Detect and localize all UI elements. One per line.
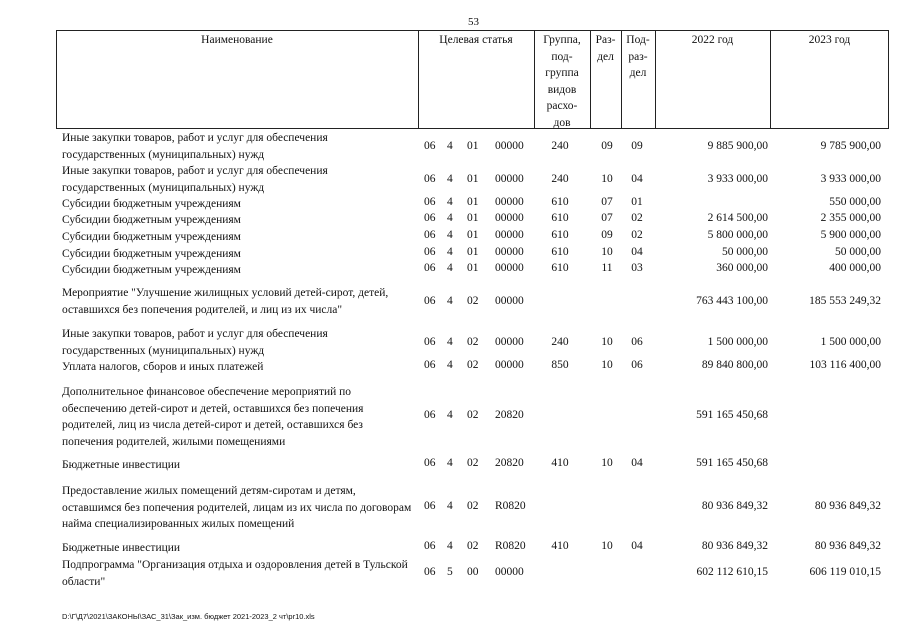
row-y2: 50 000,00	[835, 246, 881, 258]
header-group-line: Группа,	[543, 34, 581, 46]
row-c: 01	[467, 212, 479, 224]
row-d: 00000	[495, 196, 524, 208]
row-y2: 103 116 400,00	[809, 359, 881, 371]
row-c: 00	[467, 566, 479, 578]
row-d: 00000	[495, 229, 524, 241]
row-name: Субсидии бюджетным учреждениям	[62, 264, 241, 276]
row-y2: 3 933 000,00	[820, 173, 881, 185]
row-c: 02	[467, 359, 479, 371]
row-y1: 89 840 800,00	[701, 359, 768, 371]
row-name: Бюджетные инвестиции	[62, 459, 181, 471]
header-target: Целевая статья	[439, 34, 513, 46]
file-path-footer: D:\Г\Д7\2021\ЗАКОНЫ\ЗАС_31\Зак_изм. бюджет 2021-2023_2 чт\pr10.xls	[62, 612, 315, 621]
row-grp: 610	[551, 212, 569, 224]
row-b: 4	[447, 262, 453, 274]
row-d: 20820	[495, 409, 524, 421]
row-b: 4	[447, 409, 453, 421]
row-b: 4	[447, 295, 453, 307]
row-sub: 06	[631, 336, 643, 348]
row-y2: 5 900 000,00	[820, 229, 881, 241]
row-grp: 410	[551, 540, 569, 552]
row-d: 00000	[495, 295, 524, 307]
row-sub: 02	[631, 212, 643, 224]
row-a: 06	[424, 457, 436, 469]
header-group-line: видов	[547, 83, 577, 96]
header-section-line: дел	[597, 50, 614, 63]
row-sub: 04	[631, 246, 643, 258]
row-a: 06	[424, 229, 436, 241]
row-name: Иные закупки товаров, работ и услуг для обеспечения государственных (муниципальных) нужд	[62, 328, 328, 357]
row-b: 4	[447, 359, 453, 371]
row-d: 00000	[495, 246, 524, 258]
row-c: 01	[467, 262, 479, 274]
row-y1: 9 885 900,00	[707, 140, 768, 152]
row-sub: 04	[631, 173, 643, 185]
row-sec: 09	[601, 229, 613, 241]
row-sec: 07	[601, 212, 613, 224]
row-name: Дополнительное финансовое обеспечение мероприятий по обеспечению детей-сирот и детей, оставшихся без попечения родителей, лиц из числа детей-сирот и детей, оставшихся без попечения родителей, жилыми помещениями	[62, 386, 364, 448]
row-c: 02	[467, 500, 479, 512]
row-a: 06	[424, 409, 436, 421]
header-section	[590, 32, 621, 65]
row-sub: 06	[631, 359, 643, 371]
row-d: R0820	[495, 500, 526, 512]
row-a: 06	[424, 566, 436, 578]
row-a: 06	[424, 212, 436, 224]
row-y2: 9 785 900,00	[820, 140, 881, 152]
row-a: 06	[424, 295, 436, 307]
row-d: R0820	[495, 540, 526, 552]
row-sec: 10	[601, 359, 613, 371]
row-y2: 1 500 000,00	[820, 336, 881, 348]
header-year-2022: 2022 год	[691, 34, 734, 46]
row-c: 02	[467, 295, 479, 307]
row-y1: 80 936 849,32	[701, 500, 768, 512]
row-c: 01	[467, 140, 479, 152]
row-sub: 04	[631, 457, 643, 469]
row-a: 06	[424, 359, 436, 371]
row-y1: 2 614 500,00	[707, 212, 768, 224]
row-b: 4	[447, 246, 453, 258]
row-b: 4	[447, 212, 453, 224]
row-c: 01	[467, 246, 479, 258]
row-name: Мероприятие "Улучшение жилищных условий детей-сирот, детей, оставшихся без попечения родителей, и лиц из их числа"	[62, 287, 389, 316]
row-y2: 2 355 000,00	[820, 212, 881, 224]
row-d: 00000	[495, 566, 524, 578]
row-sec: 10	[601, 173, 613, 185]
row-a: 06	[424, 173, 436, 185]
header-subsection-line: дел	[629, 67, 647, 79]
row-sub: 04	[631, 540, 643, 552]
row-sec: 07	[601, 196, 613, 208]
row-b: 4	[447, 500, 453, 512]
header-group-line: дов	[553, 116, 571, 129]
row-y1: 1 500 000,00	[707, 336, 768, 348]
row-name: Бюджетные инвестиции	[62, 542, 181, 554]
row-b: 4	[447, 196, 453, 208]
row-name: Субсидии бюджетным учреждениям	[62, 231, 241, 243]
row-y2: 80 936 849,32	[814, 500, 881, 512]
row-name: Субсидии бюджетным учреждениям	[62, 214, 241, 226]
row-y1: 80 936 849,32	[701, 540, 768, 552]
row-grp: 610	[551, 196, 569, 208]
row-b: 4	[447, 336, 453, 348]
row-y1: 763 443 100,00	[696, 295, 768, 307]
row-grp: 610	[551, 229, 569, 241]
row-y1: 360 000,00	[716, 262, 768, 274]
row-grp: 610	[551, 246, 569, 258]
row-name: Субсидии бюджетным учреждениям	[62, 198, 241, 210]
header-group-line: под-	[551, 50, 573, 63]
row-d: 00000	[495, 262, 524, 274]
row-grp: 410	[551, 457, 569, 469]
row-a: 06	[424, 140, 436, 152]
row-sec: 11	[601, 262, 613, 274]
row-c: 02	[467, 540, 479, 552]
row-a: 06	[424, 246, 436, 258]
row-name: Уплата налогов, сборов и иных платежей	[62, 361, 264, 373]
row-y1: 591 165 450,68	[696, 457, 768, 469]
row-name: Субсидии бюджетным учреждениям	[62, 248, 241, 260]
row-sub: 09	[631, 140, 643, 152]
header-subsection-line: раз-	[628, 50, 648, 63]
row-grp: 610	[551, 262, 569, 274]
row-name: Подпрограмма "Организация отдыха и оздоровления детей в Тульской области"	[62, 559, 408, 588]
row-y2: 550 000,00	[829, 196, 881, 208]
row-b: 4	[447, 457, 453, 469]
row-y2: 80 936 849,32	[814, 540, 881, 552]
row-b: 4	[447, 173, 453, 185]
row-y2: 400 000,00	[829, 262, 881, 274]
row-a: 06	[424, 540, 436, 552]
row-grp: 240	[551, 336, 569, 348]
row-b: 4	[447, 229, 453, 241]
row-d: 00000	[495, 336, 524, 348]
row-d: 00000	[495, 212, 524, 224]
row-c: 01	[467, 173, 479, 185]
row-d: 00000	[495, 359, 524, 371]
row-d: 00000	[495, 173, 524, 185]
header-group-line: расхо-	[546, 100, 578, 112]
row-d: 00000	[495, 140, 524, 152]
header-group	[534, 32, 590, 131]
row-y1: 602 112 610,15	[696, 566, 768, 578]
row-grp: 850	[551, 359, 569, 371]
header-subsection-line: Под-	[626, 34, 650, 46]
row-c: 01	[467, 229, 479, 241]
header-group-line: группа	[545, 67, 579, 79]
row-c: 02	[467, 336, 479, 348]
row-y1: 591 165 450,68	[696, 409, 768, 421]
row-b: 4	[447, 540, 453, 552]
header-name: Наименование	[201, 34, 273, 46]
row-c: 01	[467, 196, 479, 208]
row-b: 4	[447, 140, 453, 152]
row-sec: 10	[601, 540, 613, 552]
row-c: 02	[467, 409, 479, 421]
row-name: Предоставление жилых помещений детям-сиротам и детям, оставшимся без попечения родителей, лицам из их числа по договорам найма специализированных жилых помещений	[62, 485, 412, 530]
row-a: 06	[424, 336, 436, 348]
row-d: 20820	[495, 457, 524, 469]
row-name: Иные закупки товаров, работ и услуг для обеспечения государственных (муниципальных) нужд	[62, 165, 328, 194]
row-b: 5	[447, 566, 453, 578]
header-subsection	[621, 32, 655, 82]
row-a: 06	[424, 500, 436, 512]
row-a: 06	[424, 196, 436, 208]
row-sec: 10	[601, 457, 613, 469]
row-y1: 5 800 000,00	[707, 229, 768, 241]
row-sub: 02	[631, 229, 643, 241]
row-y1: 50 000,00	[722, 246, 768, 258]
row-c: 02	[467, 457, 479, 469]
row-grp: 240	[551, 173, 569, 185]
row-sub: 01	[631, 196, 643, 208]
row-sec: 10	[601, 246, 613, 258]
row-sec: 09	[601, 140, 613, 152]
row-y2: 185 553 249,32	[809, 295, 881, 307]
row-sub: 03	[631, 262, 643, 274]
row-y1: 3 933 000,00	[707, 173, 768, 185]
row-a: 06	[424, 262, 436, 274]
row-name: Иные закупки товаров, работ и услуг для обеспечения государственных (муниципальных) нужд	[62, 132, 328, 161]
row-y2: 606 119 010,15	[809, 566, 881, 578]
header-section-line: Раз-	[595, 34, 616, 46]
header-year-2023: 2023 год	[808, 34, 851, 46]
page-number: 53	[468, 16, 479, 28]
row-grp: 240	[551, 140, 569, 152]
row-sec: 10	[601, 336, 613, 348]
